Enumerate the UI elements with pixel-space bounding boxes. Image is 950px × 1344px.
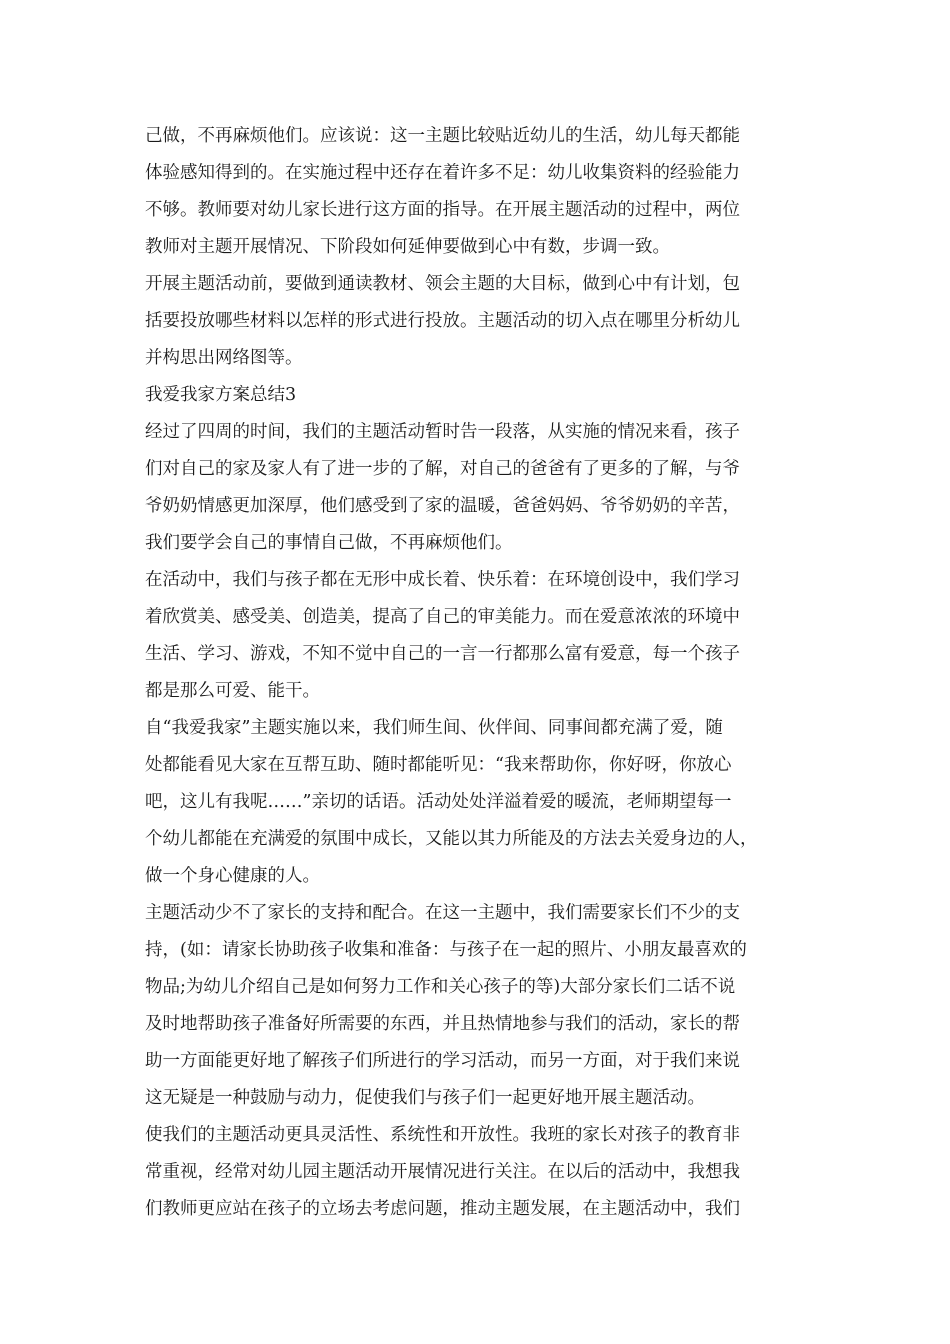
text-line: 自“我爱我家”主题实施以来，我们师生间、伙伴间、同事间都充满了爱，随 (145, 718, 723, 738)
text-line: 使我们的主题活动更具灵活性、系统性和开放性。我班的家长对孩子的教育非 (145, 1125, 740, 1145)
text-line: 做一个身心健康的人。 (145, 866, 320, 886)
text-line: 着欣赏美、感受美、创造美，提高了自己的审美能力。而在爱意浓浓的环境中 (145, 607, 740, 627)
text-line: 己做，不再麻烦他们。应该说：这一主题比较贴近幼儿的生活，幼儿每天都能 (145, 126, 740, 146)
text-line: 不够。教师要对幼儿家长进行这方面的指导。在开展主题活动的过程中，两位 (145, 200, 740, 220)
text-line: 助一方面能更好地了解孩子们所进行的学习活动，而另一方面，对于我们来说 (145, 1051, 740, 1071)
text-line: 物品;为幼儿介绍自己是如何努力工作和关心孩子的等)大部分家长们二话不说 (145, 977, 736, 997)
text-line: 括要投放哪些材料以怎样的形式进行投放。主题活动的切入点在哪里分析幼儿 (145, 311, 740, 331)
text-line: 并构思出网络图等。 (145, 348, 303, 368)
text-line: 及时地帮助孩子准备好所需要的东西，并且热情地参与我们的活动，家长的帮 (145, 1014, 740, 1034)
section-heading: 我爱我家方案总结3 (145, 385, 297, 405)
text-line: 常重视，经常对幼儿园主题活动开展情况进行关注。在以后的活动中，我想我 (145, 1162, 740, 1182)
text-line: 处都能看见大家在互帮互助、随时都能听见：“我来帮助你，你好呀，你放心 (145, 755, 732, 775)
text-line: 开展主题活动前，要做到通读教材、领会主题的大目标，做到心中有计划，包 (145, 274, 740, 294)
text-line: 吧，这儿有我呢……”亲切的话语。活动处处洋溢着爱的暖流，老师期望每一 (145, 792, 732, 812)
text-line: 这无疑是一种鼓励与动力，促使我们与孩子们一起更好地开展主题活动。 (145, 1088, 705, 1108)
text-line: 体验感知得到的。在实施过程中还存在着许多不足：幼儿收集资料的经验能力 (145, 163, 740, 183)
text-line: 持，(如：请家长协助孩子收集和准备：与孩子在一起的照片、小朋友最喜欢的 (145, 940, 747, 960)
text-line: 个幼儿都能在充满爱的氛围中成长，又能以其力所能及的方法去关爱身边的人， (145, 829, 758, 849)
text-line: 们教师更应站在孩子的立场去考虑问题，推动主题发展，在主题活动中，我们 (145, 1199, 740, 1219)
text-line: 爷奶奶情感更加深厚，他们感受到了家的温暖，爸爸妈妈、爷爷奶奶的辛苦， (145, 496, 740, 516)
text-line: 主题活动少不了家长的支持和配合。在这一主题中，我们需要家长们不少的支 (145, 903, 740, 923)
text-line: 经过了四周的时间，我们的主题活动暂时告一段落，从实施的情况来看，孩子 (145, 422, 740, 442)
text-line: 都是那么可爱、能干。 (145, 681, 320, 701)
text-line: 教师对主题开展情况、下阶段如何延伸要做到心中有数，步调一致。 (145, 237, 670, 257)
text-line: 们对自己的家及家人有了进一步的了解，对自己的爸爸有了更多的了解，与爷 (145, 459, 740, 479)
document-body (145, 118, 815, 1228)
text-line: 在活动中，我们与孩子都在无形中成长着、快乐着：在环境创设中，我们学习 (145, 570, 740, 590)
text-line: 我们要学会自己的事情自己做，不再麻烦他们。 (145, 533, 513, 553)
text-line: 生活、学习、游戏，不知不觉中自己的一言一行都那么富有爱意，每一个孩子 (145, 644, 740, 664)
